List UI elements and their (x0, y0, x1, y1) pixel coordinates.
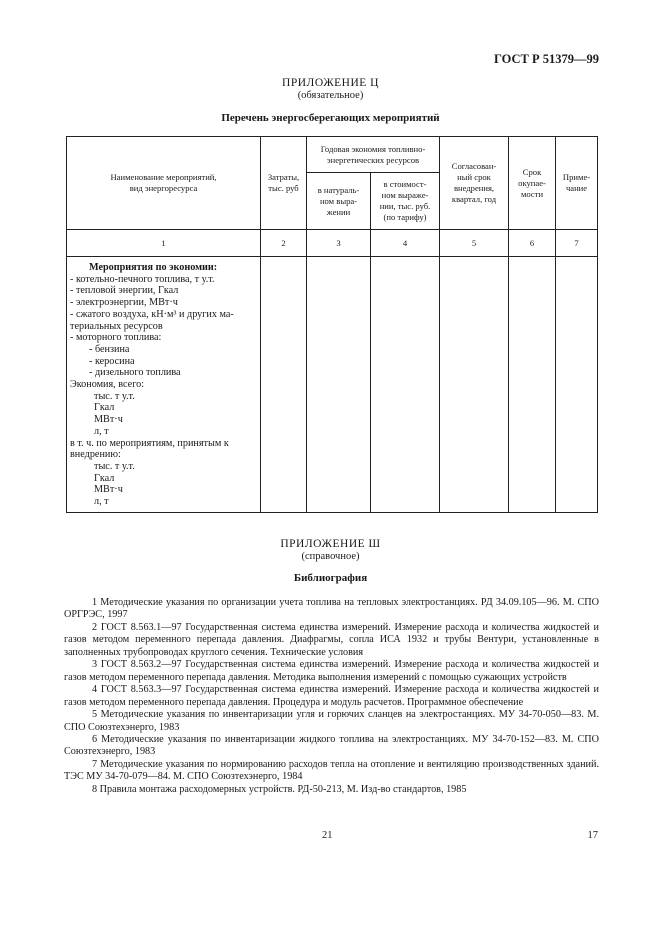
header-text-line: Затраты, (267, 172, 300, 182)
measure-line: - дизельного топлива (89, 367, 181, 379)
appendix-sh-status: (справочное) (301, 551, 360, 562)
header-text-line: вид энергоресурса (129, 183, 198, 193)
col-header-cost-value (371, 173, 440, 230)
col-number-5: 5 (440, 230, 509, 257)
empty-cell (307, 257, 371, 513)
measure-line: - котельно-печного топлива, т у.т. (70, 273, 215, 285)
header-text-line: нии, тыс. руб. (379, 201, 431, 211)
measure-line: Гкал (94, 402, 115, 414)
measure-line: тыс. т у.т. (94, 460, 135, 472)
measure-line: л, т (94, 496, 109, 508)
bibliography-entry: 6 Методические указания по инвентаризации жидкого топлива на электростанциях. МУ 34-70-152—83. М. СПО Союзтехэнерго, 1983 (64, 733, 599, 758)
col-number-7: 7 (556, 230, 598, 257)
col-header-natural (307, 173, 371, 230)
measures-list-cell (67, 257, 261, 513)
measure-line: МВт·ч (94, 414, 123, 426)
header-text-line: жении (326, 206, 351, 217)
measure-line: териальных ресурсов (70, 320, 163, 332)
measures-list (70, 274, 258, 508)
measure-line: МВт·ч (94, 484, 123, 496)
bibliography-list (64, 597, 599, 796)
empty-cell (261, 257, 307, 513)
col-header-costs (261, 137, 307, 230)
bibliography-entry: 3 ГОСТ 8.563.2—97 Государственная система единства измерений. Измерение расхода и количества жидкостей и газов методом переменного перепада давления. Методика выполнения измерений с помощью сужающих устройств (64, 659, 599, 683)
bibliography-entry: 5 Методические указания по инвентаризации угля и горючих сланцев на электростанциях. МУ 34-70-050—83. М. СПО Союзтехэнерго, 1983 (64, 709, 599, 733)
measure-line: - тепловой энергии, Гкал (70, 285, 179, 297)
header-text-line: Годовая экономия топливно- (320, 143, 426, 154)
header-text-line: Срок (522, 166, 542, 177)
measure-line: - бензина (89, 343, 130, 355)
measure-line: Гкал (94, 472, 115, 484)
appendix-c-heading: Перечень энергосберегающих мероприятий (221, 112, 440, 124)
header-text-line: ном выра- (319, 195, 358, 206)
header-text-line: чание (565, 183, 588, 193)
page-number-right: 17 (587, 830, 598, 841)
col-number-3: 3 (307, 230, 371, 257)
page-number-center: 21 (322, 830, 333, 841)
header-text-line: Наименование мероприятий, (110, 172, 217, 182)
header-text-line: (по тарифу) (383, 212, 427, 222)
bibliography-entry: 1 Методические указания по организации учета топлива на тепловых электростанциях. РД 34.09.105—96. М. СПО ОРГРЭС, 1997 (64, 597, 599, 621)
header-text-line: ном выраже- (381, 190, 429, 200)
measure-line: л, т (94, 425, 109, 437)
measure-line: Экономия, всего: (70, 379, 145, 391)
col-header-name (67, 137, 261, 230)
header-text-line: внедрения, (453, 183, 495, 193)
bibliography-entry: 8 Правила монтажа расходомерных устройств. РД-50-213, М. Изд-во стандартов, 1985 (92, 783, 467, 795)
measure-line: - электроэнергии, МВт·ч (70, 297, 178, 309)
measure-line: в т. ч. по мероприятиям, принятым к (70, 437, 229, 449)
col-header-economy-group (307, 137, 440, 173)
header-text-line: энергетических ресурсов (326, 154, 420, 165)
appendix-c-status: (обязательное) (297, 90, 364, 101)
empty-cell (509, 257, 556, 513)
col-header-note (556, 137, 598, 230)
header-text-line: Приме- (562, 172, 591, 182)
bibliography-entry: 4 ГОСТ 8.563.3—97 Государственная система единства измерений. Измерение расхода и количества жидкостей и газов методом переменного перепада давления. Процедура и модуль расчетов. Программное обеспечение (64, 684, 599, 708)
empty-cell (556, 257, 598, 513)
measure-line: тыс. т у.т. (94, 390, 135, 402)
col-number-6: 6 (509, 230, 556, 257)
header-text-line: тыс. руб (268, 183, 299, 193)
appendix-c-title: ПРИЛОЖЕНИЕ Ц (282, 77, 379, 89)
measure-line: - сжатого воздуха, кН·м³ и других ма- (70, 308, 234, 320)
empty-cell (371, 257, 440, 513)
col-number-4: 4 (371, 230, 440, 257)
measure-line: внедрению: (70, 449, 121, 461)
col-number-2: 2 (261, 230, 307, 257)
measures-list-title: Мероприятия по экономии: (89, 262, 218, 273)
col-number-1: 1 (67, 230, 261, 257)
header-text-line: в стоимост- (383, 179, 427, 189)
header-text-line: окупае- (518, 177, 546, 188)
header-text-line: в натураль- (317, 184, 360, 195)
appendix-sh-title: ПРИЛОЖЕНИЕ Ш (280, 538, 381, 550)
header-text-line: Согласован- (451, 161, 497, 171)
measure-line: - керосина (89, 355, 135, 367)
bibliography-entry: 2 ГОСТ 8.563.1—97 Государственная система единства измерений. Измерение расхода и количества жидкостей и газов методом переменного перепада давления. Диафрагмы, сопла ИСА 1932 и трубы Вентури, установленные в заполненных трубопроводах круглого сечения. Технические условия (64, 621, 599, 658)
bibliography-entry: 7 Методические указания по нормированию расходов тепла на отопление и вентиляцию производственных зданий. ТЭС МУ 34-70-079—84. М. СПО Союзтехэнерго, 1984 (64, 758, 599, 783)
measure-line: - моторного топлива: (70, 332, 162, 344)
col-header-payback (509, 137, 556, 230)
appendix-sh-heading: Библиография (293, 572, 368, 584)
header-text-line: квартал, год (451, 194, 497, 204)
header-text-line: мости (520, 188, 544, 199)
empty-cell (440, 257, 509, 513)
standard-number: ГОСТ Р 51379—99 (493, 52, 599, 66)
header-text-line: ный срок (457, 172, 491, 182)
measures-table (66, 136, 598, 513)
col-header-agreed-term (440, 137, 509, 230)
